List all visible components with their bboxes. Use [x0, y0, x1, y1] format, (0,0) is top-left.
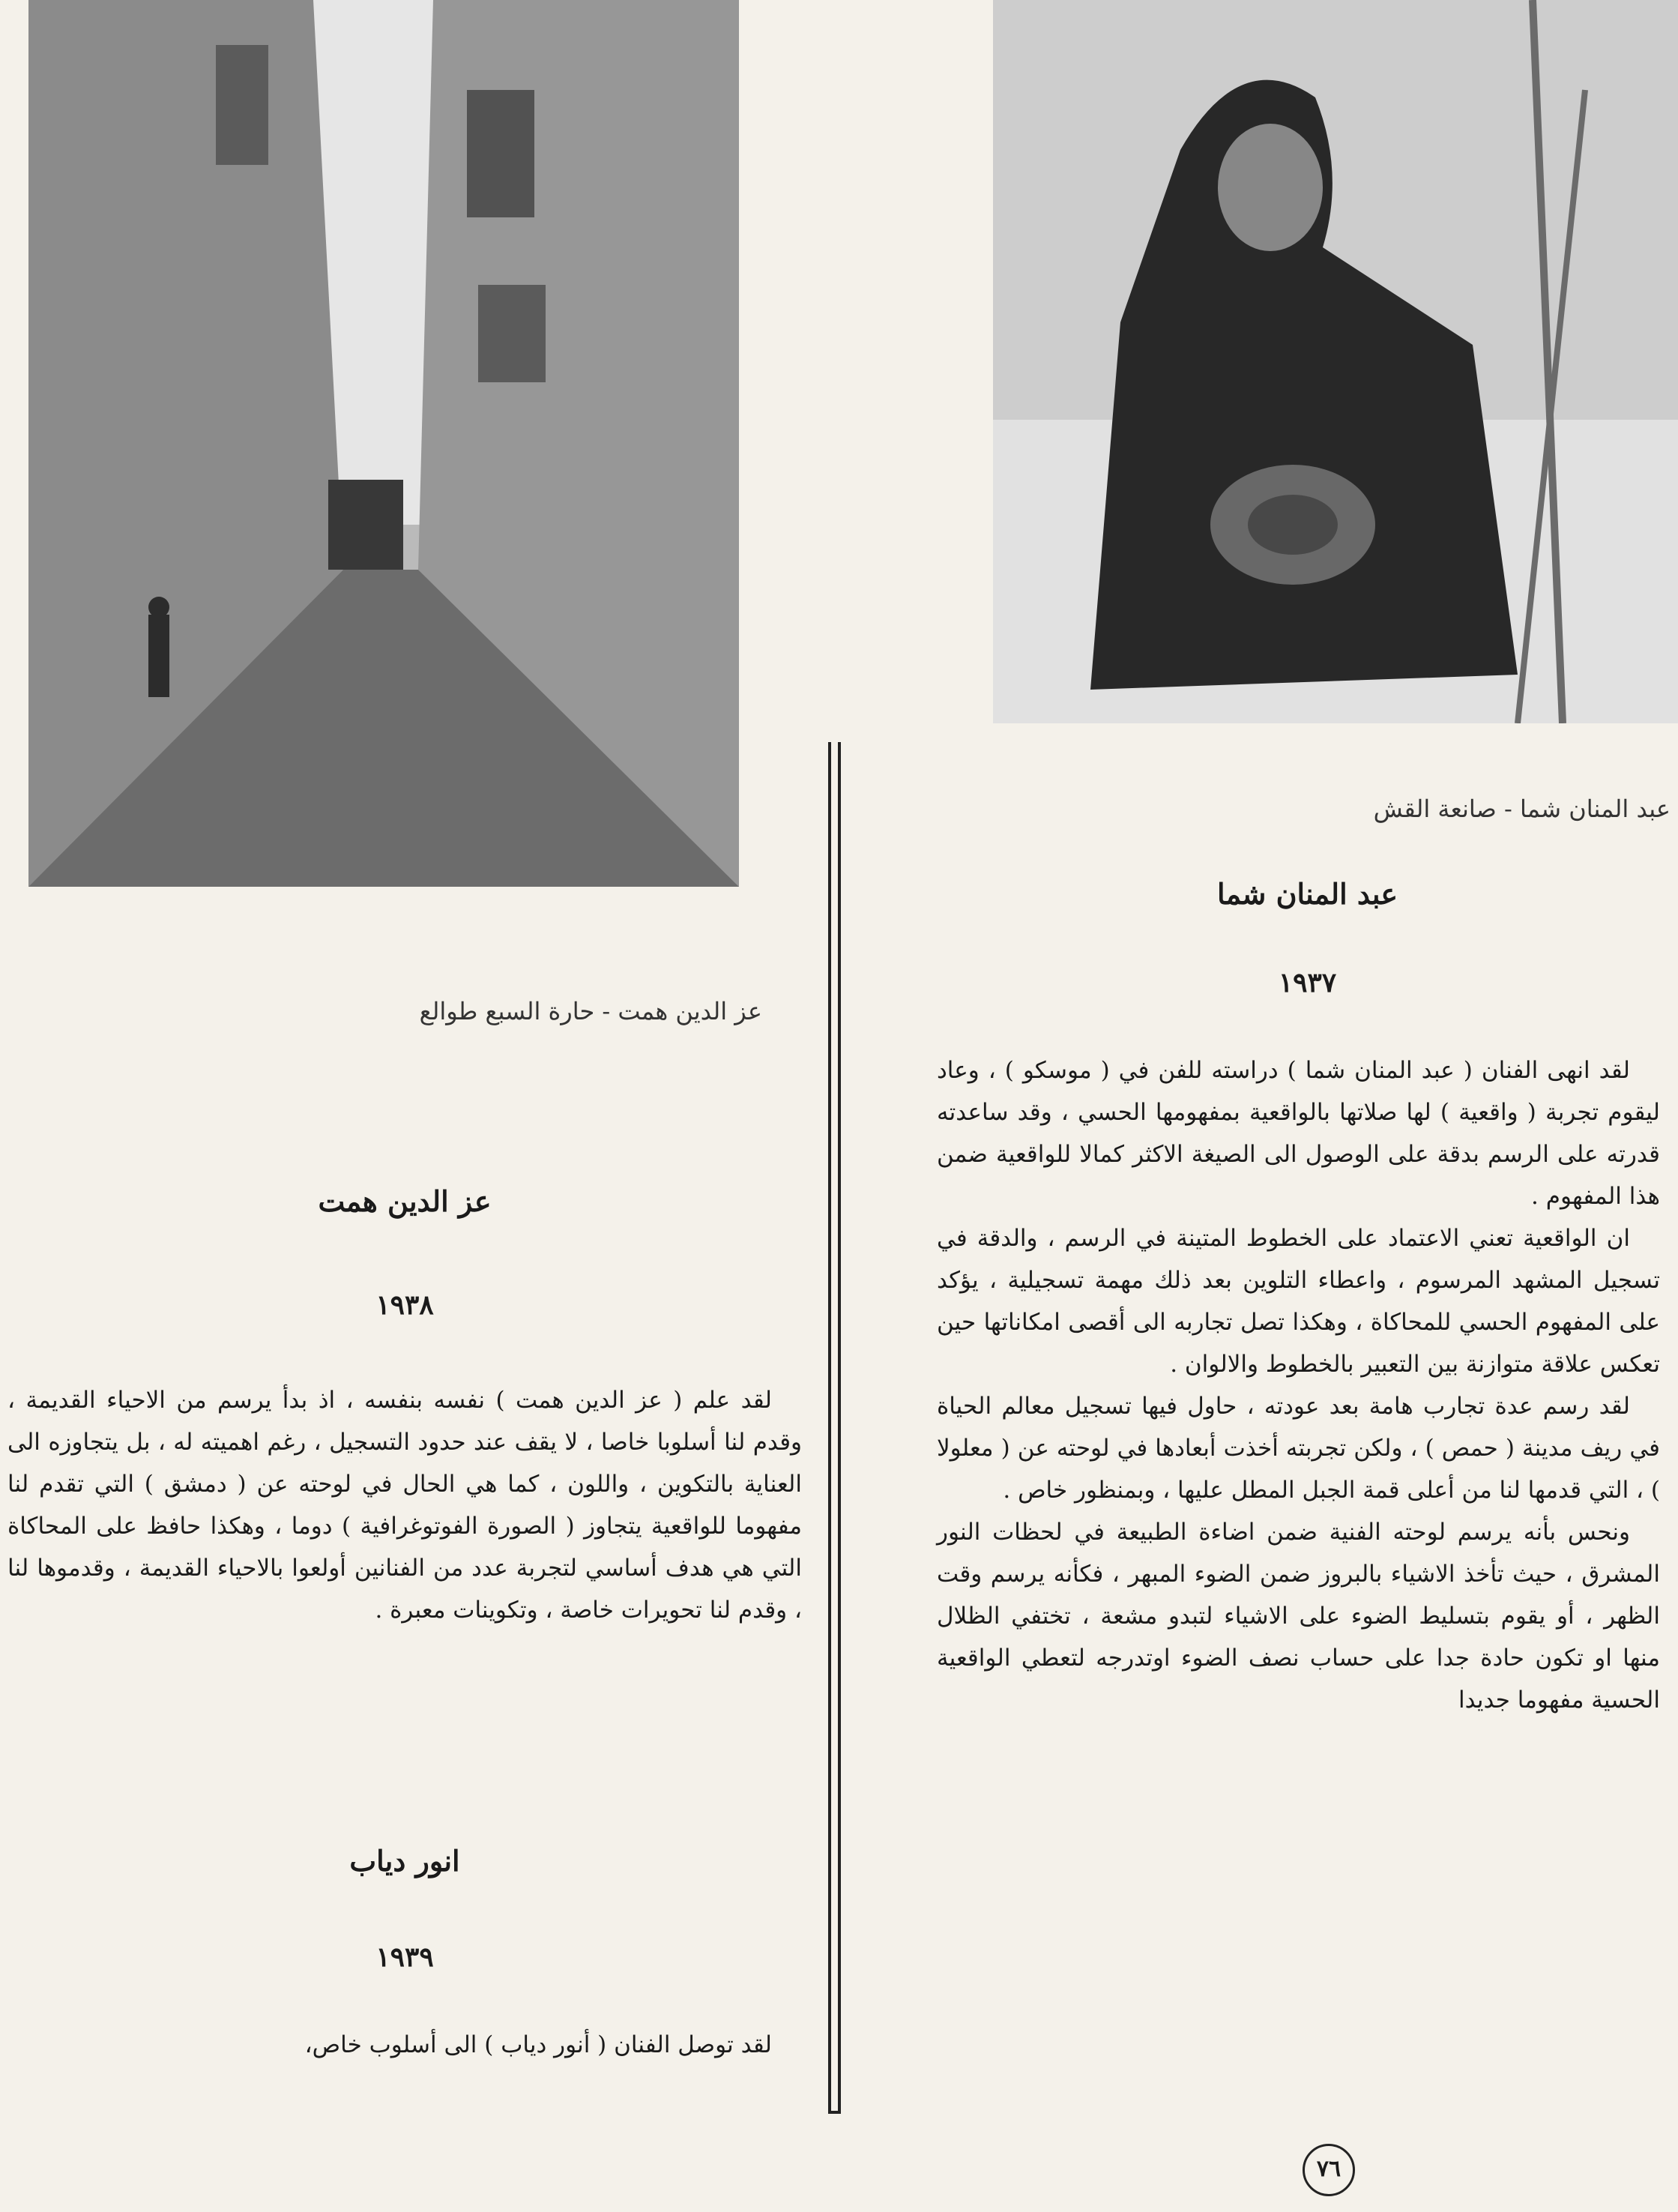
paragraph: ان الواقعية تعني الاعتماد على الخطوط المتينة في الرسم ، والدقة في تسجيل المشهد المرسوم ، واعطاء التلوين بعد ذلك مهمة تسجيلية ، يؤكد على المفهوم الحسي للمحاكاة ، وهكذا تصل تجاربه الى أقصى امكاناتها حين تعكس علاقة متوازنة بين التعبير بالخطوط والالوان .: [937, 1225, 1660, 1378]
artist-heading-right: عبد المنان شما: [1217, 877, 1398, 911]
paragraph: لقد توصل الفنان ( أنور دياب ) الى أسلوب خاص،: [304, 2031, 772, 2058]
painting-caption-right: عبد المنان شما - صانعة القش: [1373, 795, 1671, 823]
article-body-right: [937, 1049, 1660, 1721]
artist-year-left: ١٩٣٨: [375, 1289, 434, 1321]
paragraph: لقد رسم عدة تجارب هامة بعد عودته ، حاول فيها تسجيل معالم الحياة في ريف مدينة ( حمص ) ، ولكن تجربته أخذت أبعادها في لوحته عن ( معلولا ) ، التي قدمها لنا من أعلى قمة الجبل المطل عليها ، وبمنظور خاص .: [937, 1393, 1660, 1504]
painting-caption-left: عز الدين همت - حارة السبع طوالع: [419, 997, 762, 1025]
artist-year-second: ١٩٣٩: [375, 1941, 434, 1973]
artist-heading-left: عز الدين همت: [318, 1184, 492, 1218]
painting-basket-weaver: [993, 0, 1678, 723]
paragraph: لقد انهى الفنان ( عبد المنان شما ) دراسته للفن في ( موسكو ) ، وعاد ليقوم تجربة ( واقعية ) لها صلاتها بالواقعية بمفهومها الحسي ، وقد ساعدته قدرته على الرسم بدقة على الوصول الى الصيغة الاكثر كمالا للواقعية ضمن هذا المفهوم .: [937, 1057, 1660, 1210]
paragraph: ونحس بأنه يرسم لوحته الفنية ضمن اضاءة الطبيعة في لحظات النور المشرق ، حيث تأخذ الاشياء بالبروز ضمن الضوء المبهر ، فكأنه يرسم وقت الظهر ، أو يقوم بتسليط الضوء على الاشياء لتبدو مشعة ، تختفي الظلال منها او تكون حادة جدا على حساب نصف الضوء اوتدرجه لتعطي الواقعية الحسية مفهوما جديدا: [937, 1519, 1660, 1714]
article-body-second: [7, 2024, 802, 2066]
artist-year-right: ١٩٣٧: [1278, 967, 1337, 998]
column-divider: [838, 742, 841, 2114]
painting-alley: [28, 0, 739, 887]
paragraph: لقد علم ( عز الدين همت ) نفسه بنفسه ، اذ بدأ يرسم من الاحياء القديمة ، وقدم لنا أسلوبا خاصا ، لا يقف عند حدود التسجيل ، رغم اهميته له ، بل يتجاوزه الى العناية بالتكوين ، واللون ، كما هي الحال في لوحته عن ( دمشق ) التي تقدم لنا مفهوما للواقعية يتجاوز ( الصورة الفوتوغرافية ) دوما ، وهكذا حافظ على المحاكاة التي هي هدف أساسي لتجربة عدد من الفنانين أولعوا بالاحياء القديمة ، وقدموها لنا ، وقدم لنا تحويرات خاصة ، وتكوينات معبرة .: [7, 1387, 802, 1624]
artist-heading-second: انور دياب: [349, 1844, 460, 1878]
article-body-left: [7, 1379, 802, 1631]
column-divider-foot: [828, 2111, 841, 2114]
column-divider: [828, 742, 831, 2114]
page-number: ٧٦: [1303, 2144, 1355, 2196]
